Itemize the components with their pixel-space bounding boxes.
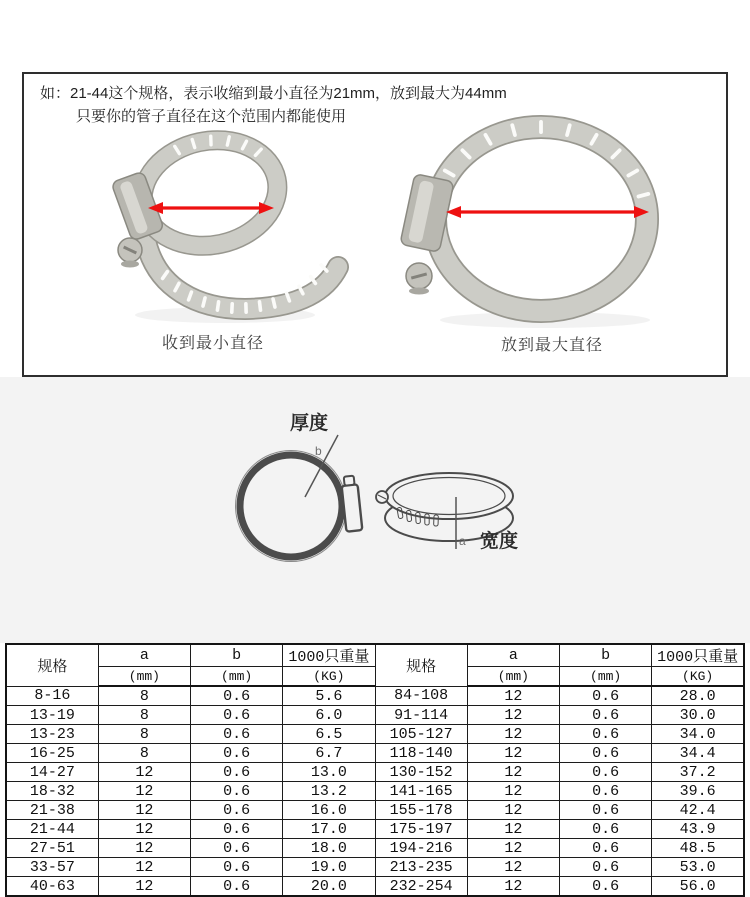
header-b-right: b [560, 644, 652, 667]
table-cell: 12 [467, 706, 559, 725]
table-cell: 0.6 [560, 763, 652, 782]
clamp-front-view-drawing [236, 435, 363, 562]
spec-info-box [22, 72, 728, 377]
table-cell: 0.6 [191, 725, 283, 744]
table-cell: 12 [467, 782, 559, 801]
table-cell: 20.0 [283, 877, 375, 897]
table-cell: 8-16 [6, 686, 98, 706]
thickness-label: 厚度 [289, 413, 329, 434]
table-cell: 105-127 [375, 725, 467, 744]
table-cell: 0.6 [191, 686, 283, 706]
table-cell: 12 [98, 782, 190, 801]
table-cell: 194-216 [375, 839, 467, 858]
table-cell: 175-197 [375, 820, 467, 839]
table-row [6, 820, 744, 839]
table-cell: 0.6 [191, 858, 283, 877]
spec-note-line2: 只要你的管子直径在这个范围内都能使用 [76, 108, 347, 125]
unit-mm: (mm) [98, 667, 190, 687]
table-cell: 12 [98, 801, 190, 820]
table-row [6, 686, 744, 706]
table-cell: 0.6 [560, 801, 652, 820]
table-cell: 19.0 [283, 858, 375, 877]
min-diameter-arrow-icon [148, 202, 274, 214]
table-cell: 8 [98, 706, 190, 725]
table-cell: 12 [467, 858, 559, 877]
unit-kg: (KG) [283, 667, 375, 687]
table-cell: 12 [98, 820, 190, 839]
table-cell: 18-32 [6, 782, 98, 801]
header-spec-right: 规格 [375, 644, 467, 686]
table-row [6, 782, 744, 801]
table-cell: 232-254 [375, 877, 467, 897]
table-cell: 8 [98, 744, 190, 763]
table-row [6, 839, 744, 858]
table-cell: 12 [467, 763, 559, 782]
table-cell: 0.6 [560, 858, 652, 877]
table-cell: 34.4 [652, 744, 744, 763]
thickness-var-label: b [315, 444, 322, 458]
table-cell: 6.0 [283, 706, 375, 725]
table-cell: 12 [98, 839, 190, 858]
table-cell: 0.6 [191, 744, 283, 763]
header-a-right: a [467, 644, 559, 667]
spec-table-section [0, 643, 750, 895]
table-cell: 0.6 [560, 686, 652, 706]
table-cell: 14-27 [6, 763, 98, 782]
table-cell: 8 [98, 686, 190, 706]
caption-max-diameter: 放到最大直径 [500, 337, 603, 354]
dimension-diagram [0, 377, 750, 643]
screw-head [118, 238, 142, 268]
width-label: 宽度 [479, 531, 519, 552]
header-a-left: a [98, 644, 190, 667]
table-cell: 8 [98, 725, 190, 744]
table-cell: 12 [467, 686, 559, 706]
spec-table [5, 643, 745, 897]
table-cell: 21-38 [6, 801, 98, 820]
table-cell: 40-63 [6, 877, 98, 897]
table-cell: 6.5 [283, 725, 375, 744]
table-cell: 18.0 [283, 839, 375, 858]
table-cell: 0.6 [191, 839, 283, 858]
clamp-photo-min-diameter [70, 115, 370, 330]
table-cell: 53.0 [652, 858, 744, 877]
table-cell: 0.6 [191, 706, 283, 725]
table-cell: 84-108 [375, 686, 467, 706]
table-cell: 12 [98, 858, 190, 877]
width-var-label: a [459, 534, 466, 548]
table-cell: 12 [467, 877, 559, 897]
table-cell: 30.0 [652, 706, 744, 725]
table-cell: 12 [467, 725, 559, 744]
table-cell: 0.6 [560, 744, 652, 763]
table-cell: 12 [467, 839, 559, 858]
table-cell: 6.7 [283, 744, 375, 763]
table-cell: 21-44 [6, 820, 98, 839]
table-cell: 13-19 [6, 706, 98, 725]
table-row [6, 858, 744, 877]
table-row [6, 801, 744, 820]
caption-min-diameter: 收到最小直径 [161, 335, 264, 352]
max-diameter-arrow-icon [446, 206, 649, 218]
table-cell: 130-152 [375, 763, 467, 782]
table-cell: 0.6 [191, 820, 283, 839]
spec-note-line1: 如：21-44这个规格，表示收缩到最小直径为21mm，放到最大为44mm [40, 85, 507, 102]
table-row [6, 744, 744, 763]
table-cell: 155-178 [375, 801, 467, 820]
header-spec-left: 规格 [6, 644, 98, 686]
table-cell: 28.0 [652, 686, 744, 706]
unit-kg: (KG) [652, 667, 744, 687]
clamp-ring [431, 120, 650, 311]
table-row [6, 725, 744, 744]
unit-mm: (mm) [467, 667, 559, 687]
table-cell: 42.4 [652, 801, 744, 820]
table-cell: 0.6 [191, 877, 283, 897]
table-cell: 12 [467, 801, 559, 820]
table-row [6, 877, 744, 897]
table-cell: 0.6 [560, 706, 652, 725]
table-cell: 13.0 [283, 763, 375, 782]
table-cell: 16-25 [6, 744, 98, 763]
table-cell: 0.6 [560, 839, 652, 858]
table-cell: 213-235 [375, 858, 467, 877]
table-cell: 0.6 [191, 782, 283, 801]
table-cell: 56.0 [652, 877, 744, 897]
screw-head [406, 263, 432, 295]
table-cell: 0.6 [560, 820, 652, 839]
table-cell: 0.6 [560, 877, 652, 897]
header-b-left: b [191, 644, 283, 667]
table-cell: 39.6 [652, 782, 744, 801]
table-cell: 0.6 [560, 782, 652, 801]
header-weight-left: 1000只重量 [283, 644, 375, 667]
table-cell: 33-57 [6, 858, 98, 877]
table-cell: 13-23 [6, 725, 98, 744]
table-cell: 12 [467, 744, 559, 763]
table-cell: 17.0 [283, 820, 375, 839]
table-cell: 48.5 [652, 839, 744, 858]
clamp-photo-max-diameter [395, 108, 705, 333]
table-cell: 91-114 [375, 706, 467, 725]
table-cell: 43.9 [652, 820, 744, 839]
table-cell: 12 [467, 820, 559, 839]
table-cell: 0.6 [560, 725, 652, 744]
table-cell: 12 [98, 877, 190, 897]
table-cell: 0.6 [191, 763, 283, 782]
table-cell: 118-140 [375, 744, 467, 763]
spec-table-body [6, 686, 744, 896]
table-cell: 16.0 [283, 801, 375, 820]
table-cell: 12 [98, 763, 190, 782]
table-cell: 34.0 [652, 725, 744, 744]
table-row [6, 763, 744, 782]
unit-mm: (mm) [191, 667, 283, 687]
spec-table-header [6, 644, 744, 686]
clamp-ring [131, 122, 287, 258]
table-cell: 5.6 [283, 686, 375, 706]
table-cell: 37.2 [652, 763, 744, 782]
unit-mm: (mm) [560, 667, 652, 687]
table-cell: 13.2 [283, 782, 375, 801]
table-row [6, 706, 744, 725]
side-view-screw [376, 491, 388, 503]
table-cell: 0.6 [191, 801, 283, 820]
table-cell: 27-51 [6, 839, 98, 858]
table-cell: 141-165 [375, 782, 467, 801]
header-weight-right: 1000只重量 [652, 644, 744, 667]
